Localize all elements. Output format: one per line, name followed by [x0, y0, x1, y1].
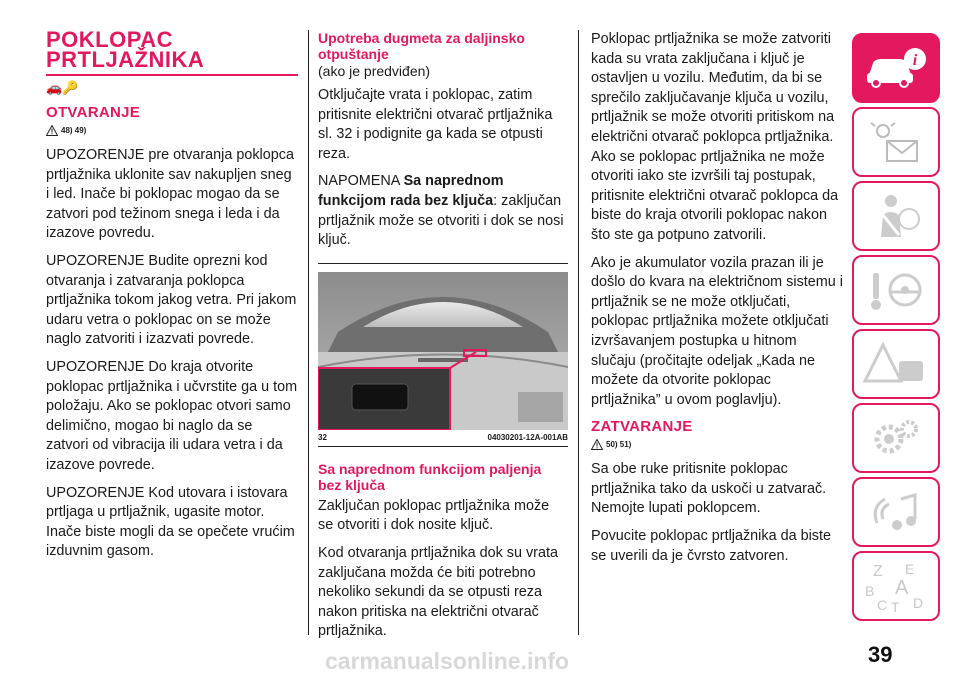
warning-paragraph-2: UPOZORENJE Budite oprezni kod otvaranja i zatvaranja poklopca prtljažnika tokom jakog vetra. Pri jakom udaru vetra o poklopac on se može naglo zatvoriti i izazvati povrede.	[46, 252, 297, 348]
middle-column	[318, 30, 568, 650]
warning-paragraph-4: UPOZORENJE Kod utovara i istovara prtljaga u prtljažnik, ugasite motor. Inače biste mogli da se opečete vrućim izduvnim gasom.	[46, 484, 295, 560]
warning-triangle-icon	[46, 125, 58, 136]
title-line-2: PRTLJAŽNIKA	[46, 47, 205, 72]
warning-paragraph-3: UPOZORENJE Do kraja otvorite poklopac prtljažnika i učvrstite ga u tom položaju. Ako se poklopac otvori samo delimično, mogao bi naglo da se zatvori od vibracija ili udara vetra i da izazove povrede.	[46, 358, 298, 473]
alphabet-index-icon	[861, 556, 931, 616]
index-letter: Z	[873, 563, 883, 580]
figure-code: 04030201-12A-001AB	[487, 432, 568, 442]
svg-text:i: i	[912, 52, 918, 69]
chapter-tab-multimedia[interactable]	[852, 477, 940, 547]
paragraph-close-1: Sa obe ruke pritisnite poklopac prtljažnika tako da uskoči u zatvarač. Nemojte lupati poklopcem.	[591, 461, 827, 517]
index-letter: C	[877, 597, 888, 613]
figure-image	[318, 272, 568, 430]
column-divider-1	[308, 30, 309, 635]
figure-32	[318, 263, 568, 447]
title-line-1: POKLOPAC	[46, 27, 174, 52]
index-letter: A	[895, 577, 909, 599]
page-title	[46, 27, 298, 72]
note-label: NAPOMENA	[318, 173, 404, 190]
chapter-tab-vehicle-info[interactable]	[852, 33, 940, 103]
index-letter: T	[891, 599, 900, 615]
warning-triangle-emergency-icon	[861, 339, 931, 389]
subheading-keyless: Sa naprednom funkcijom paljenja bez ključa	[318, 460, 542, 493]
car-info-icon	[861, 43, 931, 93]
car-key-icon: 🚗🔑	[46, 80, 79, 95]
warning-refs-open	[46, 125, 298, 136]
paragraph-keyless-2: Kod otvaranja prtljažnika dok su vrata zaključana možda će biti potrebno nekoliko sekundi da se otpusti reza nakon pritiska na električni otvarač prtljažnika.	[318, 544, 558, 640]
index-letter: E	[905, 561, 915, 577]
paragraph-battery: Ako je akumulator vozila prazan ili je došlo do kvara na električnom sistemu i prtljažnik se ne može otključati, poklopac prtljažnika možete otključati izvršavanjem postupka u hitnom slučaju (pročitajte odeljak „Kada ne možete da otvorite poklopac prtljažnika” u ovom poglavlju).	[591, 254, 843, 408]
multimedia-icon	[861, 487, 931, 537]
paragraph-closing-locked: Poklopac prtljažnika se može zatvoriti kada su vrata zaključana i ključ je ostavljen u vozilu. Međutim, da bi se sprečilo zaključavanje ključa u vozilu, prtljažnik se može otvoriti pritiskom na električni otvarač poklopca prtljažnika. Ako se poklopac prtljažnika ne može otvoriti iako ste izvršili taj postupak, pritisnite električni otvarač poklopca da biste do kraja otvorili poklopac nakon što ste ga potpuno zatvorili.	[591, 31, 839, 243]
chapter-tab-starting-driving[interactable]	[852, 255, 940, 325]
section-heading-close: ZATVARANJE	[591, 418, 693, 436]
chapter-tab-maintenance[interactable]	[852, 403, 940, 473]
trunk-photo-illustration	[318, 272, 568, 430]
note-bold-text: Sa naprednom funkcijom rada bez ključa	[318, 173, 504, 209]
chapter-tab-safety[interactable]	[852, 181, 940, 251]
page-number: 39	[868, 642, 893, 667]
note-paragraph	[318, 172, 568, 250]
gears-icon	[861, 413, 931, 463]
chapter-tab-dashboard[interactable]	[852, 107, 940, 177]
section-heading-open: OTVARANJE	[46, 104, 141, 121]
column-divider-2	[578, 30, 579, 635]
figure-number: 32	[318, 432, 327, 442]
index-letter: B	[865, 583, 875, 599]
paragraph-close-2: Povucite poklopac prtljažnika da biste se uverili da je čvrsto zatvoren.	[591, 528, 831, 564]
title-underline	[46, 74, 298, 76]
seatbelt-airbag-icon	[861, 191, 931, 241]
subheading-note: (ako je predviđen)	[318, 63, 431, 79]
note-rest-text: : zaključan prtljažnik može se otvoriti i dok se nosi ključ.	[318, 192, 564, 249]
subheading-remote-release: Upotreba dugmeta za daljinsko otpuštanje	[318, 30, 525, 62]
figure-caption	[318, 433, 568, 447]
warning-ref-numbers: 50) 51)	[606, 440, 632, 450]
index-letter: D	[913, 595, 924, 611]
chapter-tab-index[interactable]	[852, 551, 940, 621]
paragraph-keyless-1: Zaključan poklopac prtljažnika može se otvoriti i dok nosite ključ.	[318, 497, 550, 534]
paragraph-unlock: Otključajte vrata i poklopac, zatim pritisnite električni otvarač prtljažnika sl. 32 i podignite ga kada se otpusti reza.	[318, 87, 553, 162]
warning-triangle-icon	[591, 439, 603, 450]
key-steering-wheel-icon	[861, 265, 931, 315]
watermark: carmanualsonline.info	[325, 648, 570, 674]
chapter-tab-emergency[interactable]	[852, 329, 940, 399]
left-column	[46, 27, 298, 570]
warning-lights-icon	[861, 117, 931, 167]
warning-refs-close	[591, 439, 843, 450]
warning-ref-numbers: 48) 49)	[61, 126, 87, 135]
warning-paragraph-1: UPOZORENJE pre otvaranja poklopca prtljažnika uklonite sav nakupljen sneg i led. Inače bi poklopac mogao da se zatvori pod težinom snega i leda i da izazove povredu.	[46, 147, 294, 242]
right-column	[591, 30, 843, 574]
